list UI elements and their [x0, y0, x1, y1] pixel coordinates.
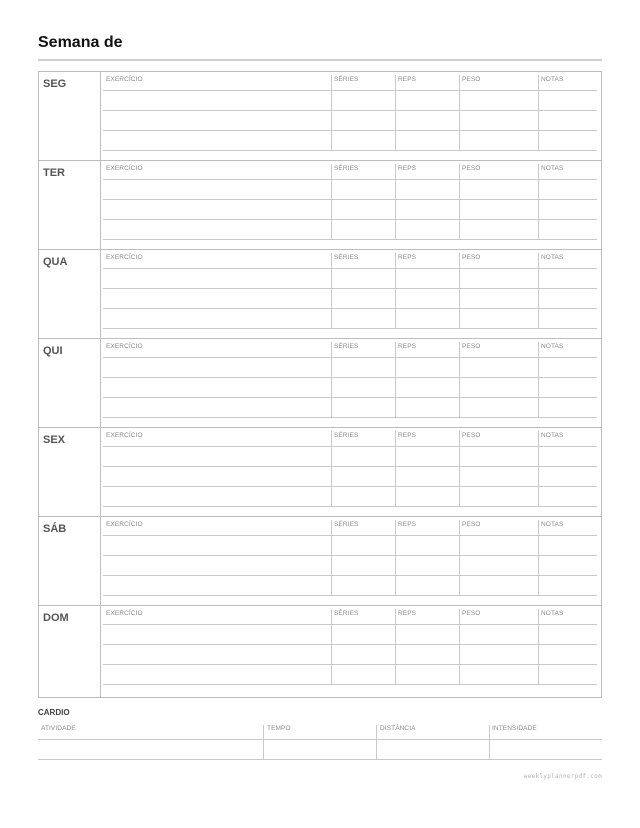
column-header-weight: PESO — [462, 343, 481, 350]
row-line — [103, 328, 597, 329]
column-header-exercise: EXERCÍCIO — [106, 521, 143, 528]
exercise-grid — [103, 606, 597, 697]
column-header-notes: NOTAS — [541, 165, 564, 172]
row-line — [103, 535, 597, 536]
row-line — [103, 219, 597, 220]
exercise-grid — [103, 428, 597, 516]
column-header-notes: NOTAS — [541, 432, 564, 439]
column-header-exercise: EXERCÍCIO — [106, 254, 143, 261]
exercise-grid — [103, 250, 597, 338]
day-block-sab — [39, 517, 601, 606]
cardio-title: CARDIO — [38, 708, 70, 717]
row-line — [103, 446, 597, 447]
title-underline — [38, 59, 602, 61]
column-header-weight: PESO — [462, 521, 481, 528]
column-header-sets: SÉRIES — [334, 610, 359, 617]
column-divider — [395, 431, 396, 506]
column-header-intensity: INTENSIDADE — [492, 725, 537, 732]
column-header-sets: SÉRIES — [334, 521, 359, 528]
column-divider — [263, 725, 264, 759]
column-divider — [489, 725, 490, 759]
column-header-exercise: EXERCÍCIO — [106, 343, 143, 350]
day-label: SÁB — [39, 517, 101, 605]
row-line — [103, 90, 597, 91]
row-line — [103, 417, 597, 418]
row-line — [103, 110, 597, 111]
column-header-reps: REPS — [398, 165, 417, 172]
column-header-sets: SÉRIES — [334, 165, 359, 172]
column-header-sets: SÉRIES — [334, 76, 359, 83]
column-divider — [331, 520, 332, 595]
column-divider — [459, 520, 460, 595]
column-header-weight: PESO — [462, 610, 481, 617]
column-header-notes: NOTAS — [541, 76, 564, 83]
column-header-exercise: EXERCÍCIO — [106, 76, 143, 83]
column-header-weight: PESO — [462, 432, 481, 439]
day-block-qui — [39, 339, 601, 428]
row-line — [103, 179, 597, 180]
column-header-activity: ATIVIDADE — [41, 725, 76, 732]
column-header-distance: DISTÂNCIA — [380, 725, 416, 732]
row-line — [103, 150, 597, 151]
column-header-notes: NOTAS — [541, 521, 564, 528]
row-line — [103, 466, 597, 467]
row-line — [38, 759, 602, 760]
column-divider — [395, 520, 396, 595]
row-line — [103, 377, 597, 378]
row-line — [103, 624, 597, 625]
column-divider — [331, 75, 332, 150]
column-header-weight: PESO — [462, 254, 481, 261]
exercise-grid — [103, 161, 597, 249]
exercise-grid — [103, 339, 597, 427]
column-divider — [395, 342, 396, 417]
column-header-time: TEMPO — [267, 725, 291, 732]
weekly-workout-table — [38, 71, 602, 698]
column-divider — [538, 75, 539, 150]
column-divider — [331, 431, 332, 506]
column-divider — [331, 342, 332, 417]
column-divider — [395, 253, 396, 328]
day-block-dom — [39, 606, 601, 697]
row-line — [38, 739, 602, 740]
row-line — [103, 239, 597, 240]
cardio-table — [38, 722, 602, 762]
row-line — [103, 397, 597, 398]
column-divider — [538, 520, 539, 595]
day-block-seg — [39, 72, 601, 161]
column-divider — [459, 431, 460, 506]
row-line — [103, 288, 597, 289]
column-header-reps: REPS — [398, 610, 417, 617]
day-block-sex — [39, 428, 601, 517]
column-header-exercise: EXERCÍCIO — [106, 165, 143, 172]
day-label: SEX — [39, 428, 101, 516]
column-divider — [331, 609, 332, 684]
day-label: QUI — [39, 339, 101, 427]
column-divider — [538, 253, 539, 328]
exercise-grid — [103, 517, 597, 605]
row-line — [103, 268, 597, 269]
column-divider — [459, 75, 460, 150]
column-divider — [376, 725, 377, 759]
column-header-exercise: EXERCÍCIO — [106, 610, 143, 617]
row-line — [103, 664, 597, 665]
page-title: Semana de — [38, 34, 123, 51]
row-line — [103, 199, 597, 200]
column-divider — [459, 342, 460, 417]
column-divider — [459, 253, 460, 328]
day-label: QUA — [39, 250, 101, 338]
column-header-exercise: EXERCÍCIO — [106, 432, 143, 439]
exercise-grid — [103, 72, 597, 160]
column-header-reps: REPS — [398, 254, 417, 261]
row-line — [103, 486, 597, 487]
column-header-reps: REPS — [398, 432, 417, 439]
footer-watermark: weeklyplannerpdf.com — [523, 773, 602, 780]
row-line — [103, 506, 597, 507]
row-line — [103, 555, 597, 556]
column-header-notes: NOTAS — [541, 254, 564, 261]
column-divider — [331, 164, 332, 239]
column-divider — [395, 75, 396, 150]
column-header-weight: PESO — [462, 165, 481, 172]
column-divider — [331, 253, 332, 328]
column-divider — [538, 609, 539, 684]
row-line — [103, 595, 597, 596]
day-label: DOM — [39, 606, 101, 697]
day-label: TER — [39, 161, 101, 249]
row-line — [103, 684, 597, 685]
column-header-sets: SÉRIES — [334, 343, 359, 350]
row-line — [103, 130, 597, 131]
column-header-sets: SÉRIES — [334, 432, 359, 439]
column-divider — [459, 609, 460, 684]
column-header-weight: PESO — [462, 76, 481, 83]
column-header-reps: REPS — [398, 343, 417, 350]
column-header-notes: NOTAS — [541, 610, 564, 617]
column-header-notes: NOTAS — [541, 343, 564, 350]
column-divider — [395, 609, 396, 684]
column-divider — [538, 164, 539, 239]
day-label: SEG — [39, 72, 101, 160]
row-line — [103, 575, 597, 576]
column-header-reps: REPS — [398, 521, 417, 528]
column-divider — [538, 342, 539, 417]
column-divider — [459, 164, 460, 239]
column-header-sets: SÉRIES — [334, 254, 359, 261]
column-divider — [538, 431, 539, 506]
row-line — [103, 357, 597, 358]
column-divider — [395, 164, 396, 239]
day-block-qua — [39, 250, 601, 339]
row-line — [103, 308, 597, 309]
row-line — [103, 644, 597, 645]
day-block-ter — [39, 161, 601, 250]
column-header-reps: REPS — [398, 76, 417, 83]
